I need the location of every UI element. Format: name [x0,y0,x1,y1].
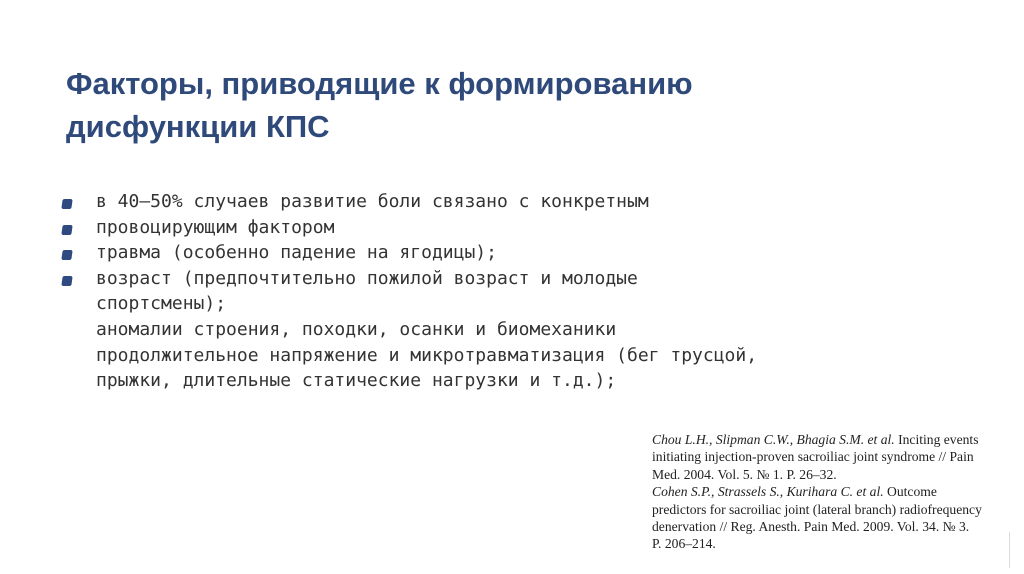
list-item-text: прыжки, длительные статические нагрузки и т.д.); [96,370,617,392]
bullet-marker-icon [61,250,72,260]
reference-authors: Cohen S.P., Strassels S., Kurihara C. et al. [652,484,884,500]
list-item [62,317,962,343]
list-item [62,291,962,317]
references-block [652,431,982,553]
title-line-2: дисфункции КПС [66,109,330,144]
list-item [62,189,962,215]
bullet-list [62,189,962,394]
title-line-1: Факторы, приводящие к формированию [66,66,693,101]
list-item-text: продолжительное напряжение и микротравматизация (бег трусцой, [96,344,758,366]
reference-text: Outcome predictors for sacroiliac joint (lateral branch) radiofrequency denervation // Reg. Anesth. Pain Med. 2009. Vol. 34. № 3. P. 206–214. [652,484,982,552]
list-item [62,343,962,369]
list-item-text: травма (особенно падение на ягодицы); [96,242,497,264]
list-item-text: провоцирующим фактором [96,216,335,238]
list-item [62,368,962,394]
reference-item [652,431,982,483]
reference-item [652,483,982,553]
reference-text: Inciting events initiating injection-proven sacroiliac joint syndrome // Pain Med. 2004. Vol. 5. № 1. P. 26–32. [652,432,979,482]
list-item [62,240,962,266]
bullet-marker-icon [61,225,72,235]
slide-edge-divider [1009,532,1010,568]
bullet-marker-icon [61,276,72,286]
list-item-text: в 40–50% случаев развитие боли связано с конкретным [96,191,649,212]
list-item [62,266,962,292]
list-item [62,215,962,241]
list-item-text: спортсмены); [96,293,227,315]
list-item-text: возраст (предпочтительно пожилой возраст и молодые [96,267,638,289]
bullet-marker-icon [61,199,72,209]
reference-authors: Chou L.H., Slipman C.W., Bhagia S.M. et al. [652,432,895,447]
slide-title [66,62,826,148]
list-item-text: аномалии строения, походки, осанки и биомеханики [96,318,617,340]
